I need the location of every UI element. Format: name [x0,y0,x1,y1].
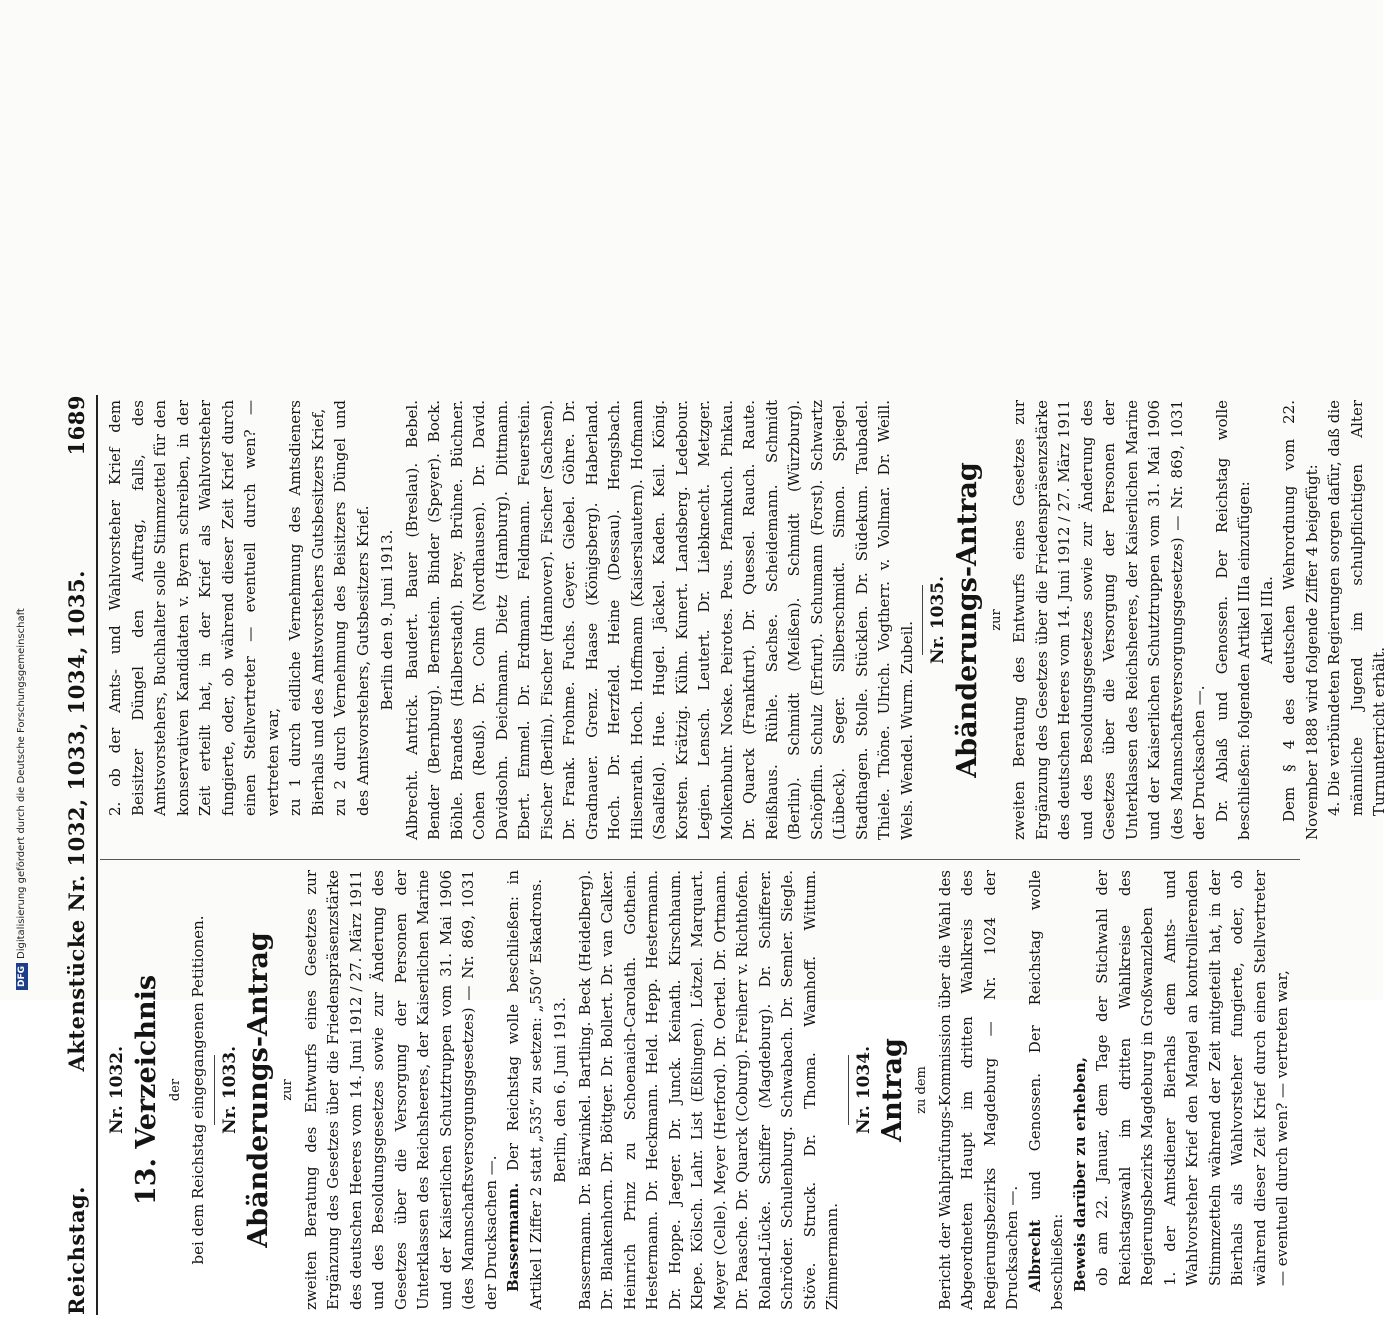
antrag-1034-title: Antrag [877,1038,908,1142]
nr-1032-heading: Nr. 1032. [107,1046,127,1135]
verzeichnis-title: 13. Verzeichnis [130,974,162,1206]
albrecht-motion [1024,870,1069,1310]
petitionen-line: bei dem Reichstag eingegangenen Petitionen. [189,915,207,1265]
zu-1: zu 1 durch eidliche Vernehmung des Amtsdieners Bierhals und des Amtsvorstehers Gutsbesitzers Krief, [286,400,327,816]
header-left: Reichstag. [63,1186,89,1315]
dfg-logo-icon: DFG [16,963,28,990]
signers-1033: Bassermann. Dr. Bärwinkel. Bartling. Beck (Heidelberg). Dr. Blankenhorn. Dr. Böttger. Dr. Bollert. Dr. van Calker. Heinrich Prinz zu Schoenaich-Carolath. Gothein. Hestermann. Dr. Heckmann. Held. Hepp. Hestermann. Dr. Hoppe. Jaeger. Dr. Junck. Keinath. Kirschhaum. Klepe. Kölsch. Lahr. List (Eßlingen). Lötzel. Marquart. Meyer (Celle). Meyer (Herford). Dr. Oertel. Dr. Ortmann. Dr. Paasche. Dr. Quarck (Coburg). Freiherr v. Richthofen. Roland-Lücke. Schiffer (Magdeburg). Dr. Schifferer. Schröder. Schulenburg. Schwabach. Dr. Semler. Siegle. Stöve. Struck. Dr. Thoma. Wamhoff. Wittum. Zimmermann. [575,870,841,1310]
point-1: 1. der Amtsdiener Bierhals dem Amts- und Wahlvorsteher Krief den Mangel an kontrollierenden Stimmzetteln während der Zeit mitgeteilt hat, in der Bierhals als Wahlvorsteher fungierte, oder, ob während dieser Zeit Krief durch einen Stellvertreter — eventuell durch wen? — vertreten war, [1160,870,1291,1286]
date-1034: Berlin den 9. Juni 1913. [378,529,396,711]
left-column [104,870,1294,1310]
zu-2: zu 2 durch Vernehmung des Beisitzers Düngel und des Amtsvorstehers, Gutsbesitzers Krief. [331,400,372,816]
text-1033: zweiten Beratung des Entwurfs eines Gesetzes zur Ergänzung des Gesetzes über die Friedenspräsenzstärke des deutschen Heeres vom 14. Juni 1912 / 27. März 1911 und des Besoldungsgesetzes sowie zur Änderung des Gesetzes über die Versorgung der Personen der Unterklassen des Reichsheeres, der Kaiserlichen Marine und der Kaiserlichen Schutztruppen vom 31. Mai 1906 (des Mannschaftsversorgungsgesetzes) — Nr. 869, 1031 der Drucksachen —. [301,870,500,1310]
zur-label: zur [280,1079,295,1101]
bassermann-motion [502,870,547,1310]
bassermann-lead: Bassermann. [504,1182,522,1292]
nr-1033-heading: Nr. 1033. [219,1046,240,1135]
header-rule [96,395,98,1315]
albrecht-text: und Genossen. Der Reichstag wolle beschließen: [1025,870,1066,1310]
date-1033: Berlin, den 6. Juni 1913. [551,997,569,1183]
text-1034: Bericht der Wahlprüfungs-Kommission über die Wahl des Abgeordneten Haupt im dritten Wahlkreis des Regierungsbezirks Magdeburg — Nr. 1024 der Drucksachen —. [935,870,1021,1310]
artikel-point-4: 4. Die verbündeten Regierungen sorgen dafür, daß die männliche Jugend im schulpflichtigen Alter Turnunterricht erhält. [1325,400,1388,816]
signers-1034: Albrecht. Antrick. Baudert. Bauer (Breslau). Bebel. Bender (Bernburg). Bernstein. Binder (Speyer). Bock. Böhle. Brandes (Halberstadt). Brey. Brühne. Büchner. Cohen (Reuß). Dr. Cohn (Nordhausen). Dr. David. Davidsohn. Deichmann. Dietz (Hamburg). Dittmann. Ebert. Emmel. Dr. Erdmann. Feldmann. Feuerstein. Fischer (Berlin). Fischer (Hannover). Fischer (Sachsen). Dr. Frank. Frohme. Fuchs. Geyer. Giebel. Göhre. Dr. Gradnauer. Grenz. Haase (Königsberg). Haberland. Hoch. Dr. Herzfeld. Heine (Dessau). Hengsbach. Hilsenrath. Hoch. Hoffmann (Kaiserslautern). Hofmann (Saalfeld). Hue. Hugel. Jäckel. Kaden. Keil. König. Korsten. Krätzig. Kühn. Kunert. Landsberg. Ledebour. Legien. Lensch. Leutert. Dr. Liebknecht. Metzger. Molkenbuhr. Noske. Peirotes. Peus. Pfannkuch. Pinkau. Dr. Quarck (Frankfurt). Dr. Quessel. Rauch. Raute. Reißhaus. Rühle. Sachse. Scheidemann. Schmidt (Berlin). Schmidt (Meißen). Schmidt (Würzburg). Schöpflin. Schulz (Erfurt). Schumann (Forst). Schwartz (Lübeck). Seger. Silberschmidt. Simon. Spiegel. Stadthagen. Stolle. Stücklen. Dr. Südekum. Taubadel. Thiele. Thöne. Ulrich. Vogtherr. v. Vollmar. Dr. Weill. Wels. Wendel. Wurm. Zubeil. [402,400,916,840]
separator [922,585,923,655]
der-label: der [167,1078,183,1102]
text-1035: zweiten Beratung des Entwurfs eines Gesetzes zur Ergänzung des Gesetzes über die Friedenspräsenzstärke des deutschen Heeres vom 14. Juni 1912 / 27. März 1911 und des Besoldungsgesetzes sowie zur Änderung des Gesetzes über die Versorgung der Personen der Unterklassen des Reichsheeres, der Kaiserlichen Marine und der Kaiserlichen Schutztruppen vom 31. Mai 1906 (des Mannschaftsversorgungsgesetzes) — Nr. 869, 1031 der Drucksachen —. [1010,400,1208,840]
header-title: Aktenstücke Nr. 1032, 1033, 1034, 1035. [63,570,89,1072]
page-header [60,395,92,1315]
page-number: 1689 [63,395,89,456]
beweis-text: ob am 22. Januar, dem Tage der Stichwahl der Reichstagswahl im dritten Wahlkreise des Regierungsbezirks Magdeburg in Großwanzleben [1093,870,1156,1286]
margin-note-text: Digitalisierung gefördert durch die Deutsche Forschungsgemeinschaft [16,608,27,959]
separator [214,1055,215,1125]
artikel-text: Dem § 4 des deutschen Wehrordnung vom 22. November 1888 wird folgende Ziffer 4 beigefügt: [1280,400,1321,840]
rotated-page [60,390,1388,1330]
antrag-1033-title: Abänderungs-Antrag [243,932,274,1248]
nr-1035-heading: Nr. 1035. [928,576,948,665]
dfg-margin-note [16,608,28,990]
zudem-label: zu dem [914,1066,929,1114]
ablass-motion: Dr. Ablaß und Genossen. Der Reichstag wolle beschließen: folgenden Artikel IIIa einzufügen: [1212,400,1253,840]
separator [848,1055,849,1125]
zur-label-2: zur [988,609,1004,631]
albrecht-lead: Albrecht [1025,1219,1044,1292]
beweis-heading: Beweis darüber zu erheben, [1070,1057,1089,1292]
bassermann-text: Der Reichstag wolle beschließen: in Artikel I Ziffer 2 statt „535“ zu setzen: „550“ Eskadrons. [504,870,545,1310]
artikel-heading: Artikel IIIa. [1257,576,1276,664]
right-column [104,400,1391,840]
nr-1034-heading: Nr. 1034. [853,1046,874,1135]
column-divider [100,859,1300,860]
antrag-1035-title: Abänderungs-Antrag [951,462,983,778]
point-2: 2. ob der Amts- und Wahlvorsteher Krief dem Beisitzer Düngel den Auftrag, falls, des Amtsvorstehers, Buchhalter solle Stimmzettel für den konservativen Kandidaten v. Byern schreiben, in der Zeit erteilt hat, in der Krief als Wahlvorsteher fungierte, oder, ob während dieser Zeit Krief durch einen Stellvertreter — eventuell durch wen? — vertreten war, [106,400,282,816]
